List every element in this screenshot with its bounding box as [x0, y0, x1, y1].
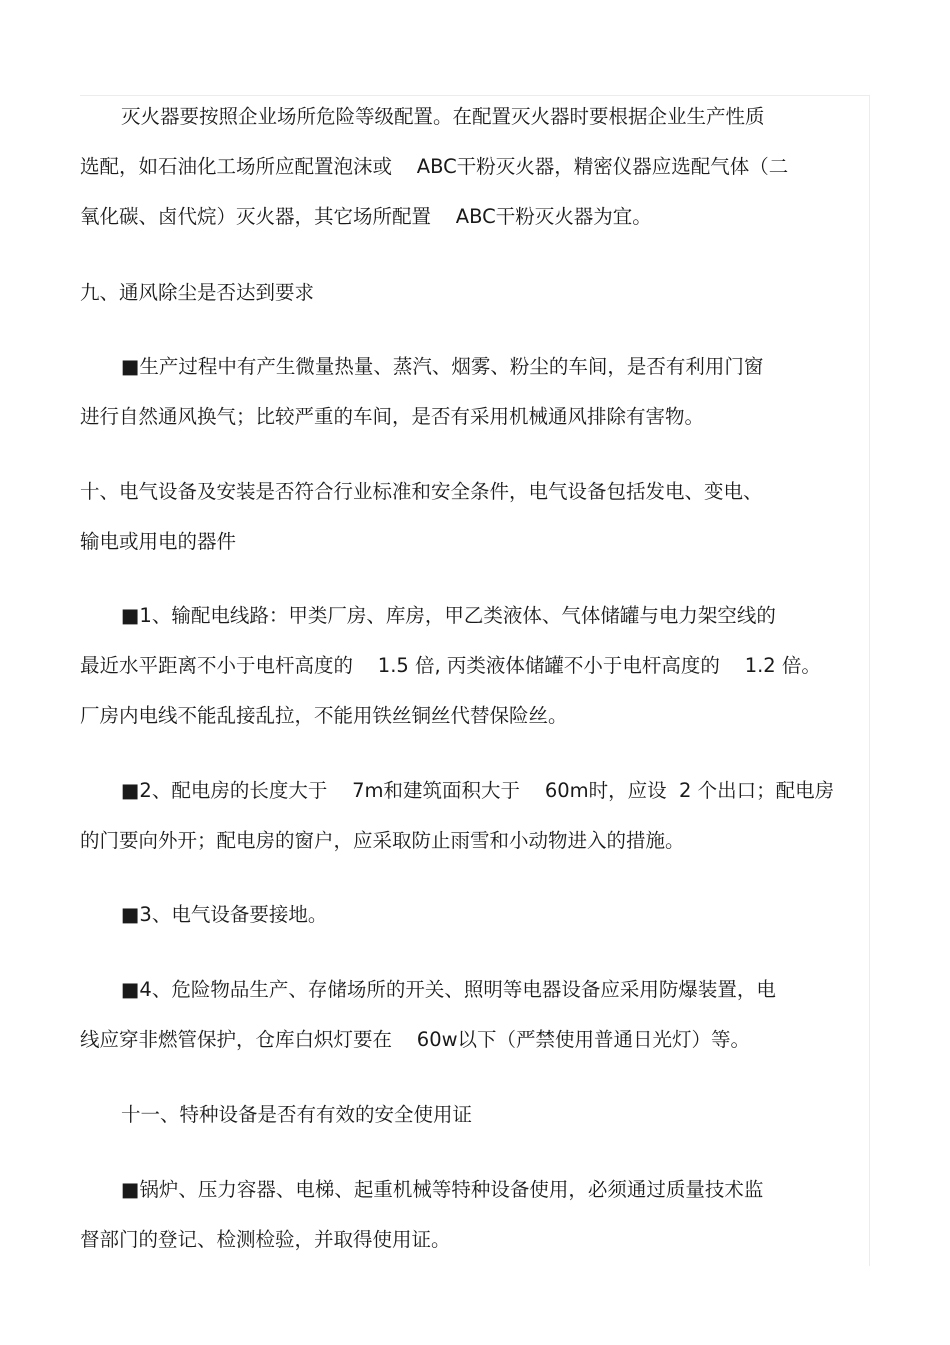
heading-ventilation: 九、通风除尘是否达到要求	[80, 281, 315, 304]
paragraph-ventilation-line-1: ■生产过程中有产生微量热量、蒸汽、烟雾、粉尘的车间，是否有利用门窗	[121, 355, 764, 378]
paragraph-fire-extinguisher-line-1: 灭火器要按照企业场所危险等级配置。在配置灭火器时要根据企业生产性质	[121, 105, 765, 128]
paragraph-ventilation-line-2: 进行自然通风换气；比较严重的车间，是否有采用机械通风排除有害物。	[80, 405, 705, 428]
heading-electrical-line-2: 输电或用电的器件	[80, 530, 237, 553]
paragraph-fire-extinguisher-line-3: 氧化碳、卤代烷）灭火器，其它场所配置 ABC干粉灭火器为宜。	[80, 205, 652, 228]
paragraph-power-room-line-2: 的门要向外开；配电房的窗户，应采取防止雨雪和小动物进入的措施。	[80, 829, 685, 852]
paragraph-special-equipment-line-2: 督部门的登记、检测检验，并取得使用证。	[80, 1228, 451, 1251]
paragraph-wiring-line-1: ■1、输配电线路：甲类厂房、库房，甲乙类液体、气体储罐与电力架空线的	[121, 604, 776, 627]
paragraph-grounding: ■3、电气设备要接地。	[121, 903, 328, 926]
page-frame	[80, 95, 870, 1266]
paragraph-fire-extinguisher-line-2: 选配，如石油化工场所应配置泡沫或 ABC干粉灭火器，精密仪器应选配气体（二	[80, 155, 789, 178]
paragraph-wiring-line-3: 厂房内电线不能乱接乱拉，不能用铁丝铜丝代替保险丝。	[80, 704, 568, 727]
paragraph-power-room-line-1: ■2、配电房的长度大于 7m和建筑面积大于 60m时，应设 2 个出口；配电房	[121, 779, 835, 802]
heading-special-equipment: 十一、特种设备是否有有效的安全使用证	[121, 1103, 473, 1126]
paragraph-wiring-line-2: 最近水平距离不小于电杆高度的 1.5 倍, 丙类液体储罐不小于电杆高度的 1.2 倍。	[80, 654, 821, 677]
paragraph-explosion-proof-line-2: 线应穿非燃管保护，仓库白炽灯要在 60w以下（严禁使用普通日光灯）等。	[80, 1028, 751, 1051]
paragraph-special-equipment-line-1: ■锅炉、压力容器、电梯、起重机械等特种设备使用，必须通过质量技术监	[121, 1178, 764, 1201]
heading-electrical-line-1: 十、电气设备及安装是否符合行业标准和安全条件，电气设备包括发电、变电、	[80, 480, 763, 503]
paragraph-explosion-proof-line-1: ■4、危险物品生产、存储场所的开关、照明等电器设备应采用防爆装置，电	[121, 978, 776, 1001]
